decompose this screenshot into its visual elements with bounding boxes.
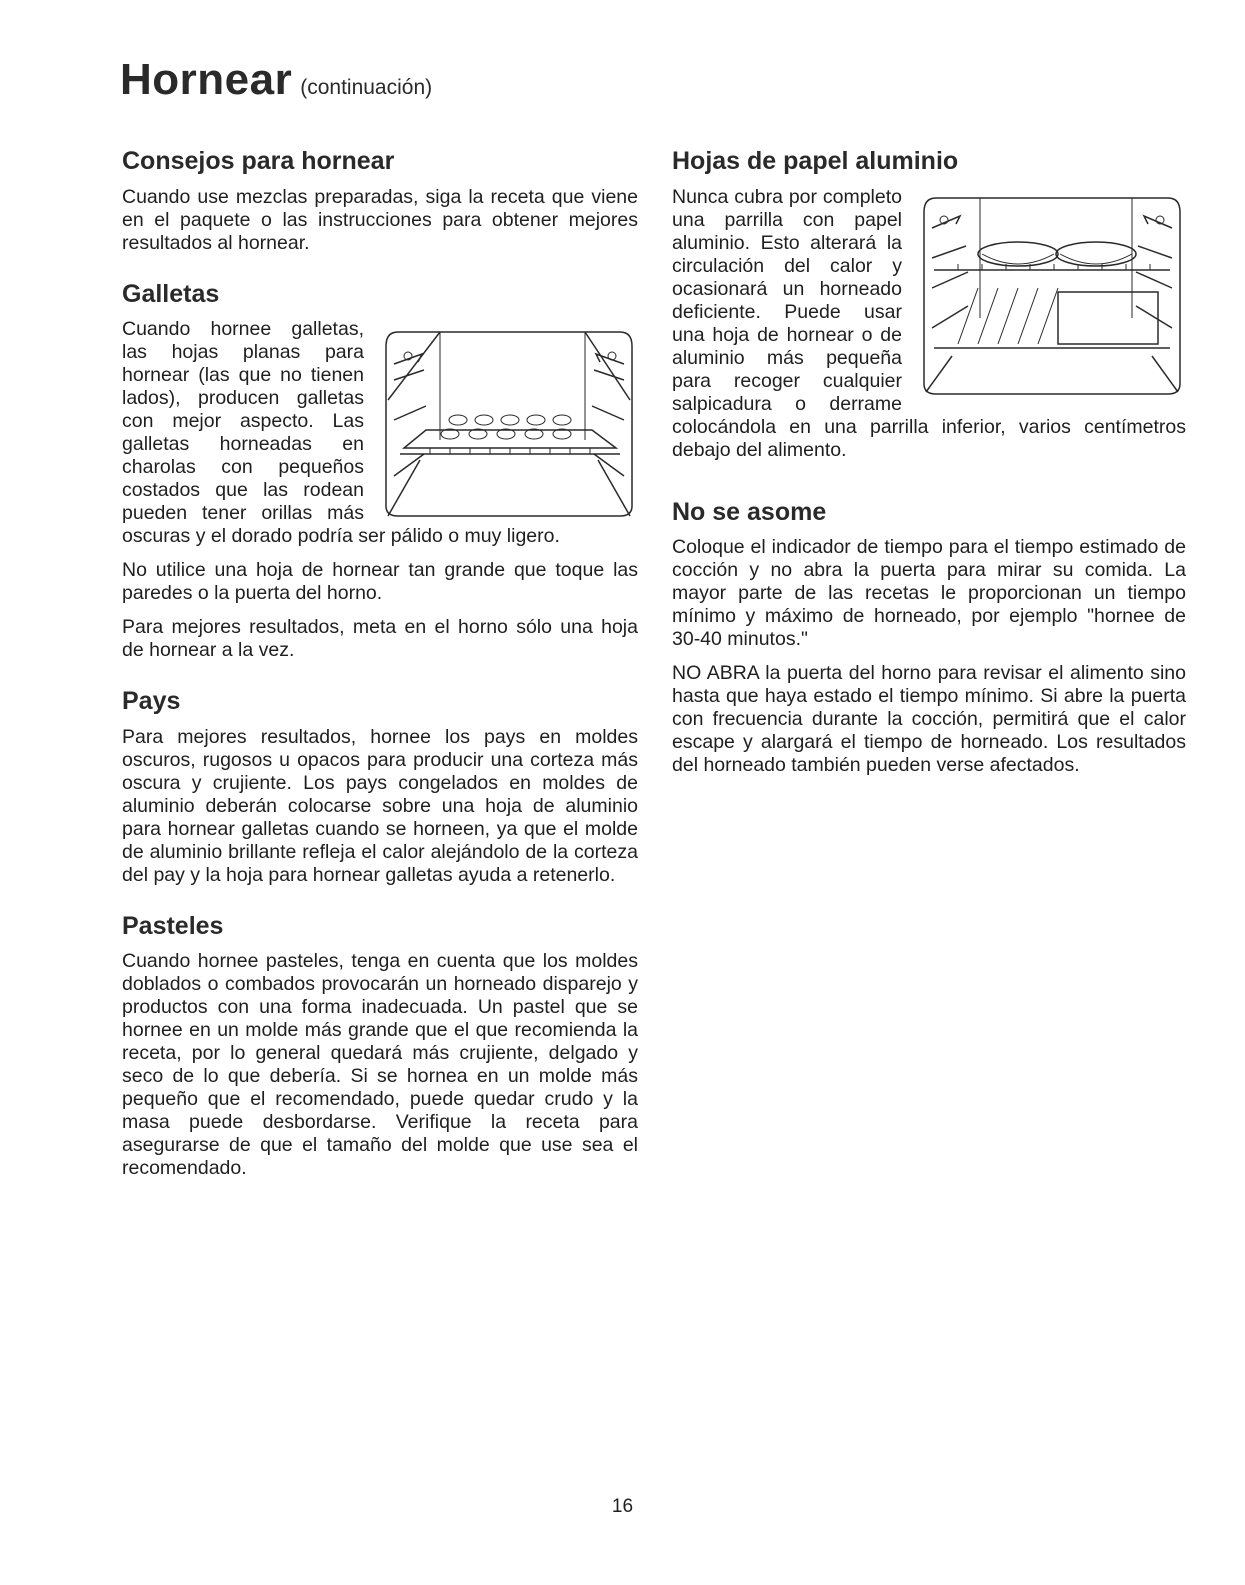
page-number: 16 <box>611 1496 634 1517</box>
section-pays <box>122 688 638 887</box>
heading-pays: Pays <box>122 687 181 715</box>
section-consejos <box>122 148 638 255</box>
pays-paragraph-1: Para mejores resultados, hornee los pays en moldes oscuros, rugosos u opacos para producir una corteza más oscura y crujiente. Los pays congelados en moldes de aluminio deberán colocarse sobre una hoja de aluminio para hornear galletas cuando se horneen, ya que el molde de aluminio brillante refleja el calor alejándolo de la corteza del pay y la hoja para hornear galletas ayuda a retenerlo. <box>122 725 638 886</box>
section-asome <box>672 499 1186 778</box>
galletas-paragraph-1: Cuando hornee galletas, las hojas planas para hornear (las que no tienen lados), producen galletas con mejor aspecto. Las galletas horneadas en charolas con pequeños costados que las rodean pueden tener orillas más oscuras y el dorado podría ser pálido o muy ligero. <box>122 318 560 547</box>
aluminio-paragraph-1: Nunca cubra por completo una parrilla con papel aluminio. Esto alterará la circulación del calor y ocasionará un horneado deficiente. Puede usar una hoja de hornear o de aluminio más pequeña para recoger cualquier salpicadura o derrame colocándola en una parrilla inferior, varios centímetros debajo del alimento. <box>672 185 1186 461</box>
oven-foil-illustration <box>918 188 1186 396</box>
consejos-paragraph-1: Cuando use mezclas preparadas, siga la receta que viene en el paquete o las instrucciones para obtener mejores resultados al hornear. <box>122 185 638 254</box>
page-title <box>120 55 433 104</box>
section-pasteles <box>122 913 638 1181</box>
title-subtitle: (continuación) <box>300 76 433 99</box>
right-column <box>672 148 1186 803</box>
galletas-paragraph-3: Para mejores resultados, meta en el horno sólo una hoja de hornear a la vez. <box>122 616 638 661</box>
oven-cookie-sheet-illustration <box>380 320 638 520</box>
heading-pasteles: Pasteles <box>122 911 224 940</box>
title-main: Hornear <box>120 55 293 104</box>
pasteles-paragraph-1: Cuando hornee pasteles, tenga en cuenta que los moldes doblados o combados provocarán un horneado disparejo y productos con una forma inadecuada. Un pastel que se hornee en un molde más grande que el que recomienda la receta, por lo general quedará más crujiente, delgado y seco de lo que debería. Si se hornea en un molde más pequeño que el recomendado, puede quedar crudo y la masa puede desbordarse. Verifique la receta para asegurarse de que el tamaño del molde que use sea el recomendado. <box>122 950 638 1179</box>
section-aluminio <box>672 148 1186 473</box>
heading-asome: No se asome <box>672 497 827 526</box>
asome-paragraph-2: NO ABRA la puerta del horno para revisar el alimento sino hasta que haya estado el tiempo mínimo. Si abre la puerta con frecuencia durante la cocción, permitirá que el calor escape y alargará el tiempo de horneado. Los resultados del horneado también pueden verse afectados. <box>672 662 1186 776</box>
heading-aluminio: Hojas de papel aluminio <box>672 147 959 175</box>
left-column <box>122 148 638 1206</box>
heading-galletas: Galletas <box>122 279 220 308</box>
asome-paragraph-1: Coloque el indicador de tiempo para el tiempo estimado de cocción y no abra la puerta para mirar su comida. La mayor parte de las recetas le proporcionan un tiempo mínimo y máximo de horneado, por ejemplo "hornee de 30-40 minutos." <box>672 536 1186 650</box>
heading-consejos: Consejos para hornear <box>122 147 395 175</box>
galletas-paragraph-2: No utilice una hoja de hornear tan grande que toque las paredes o la puerta del horno. <box>122 559 638 604</box>
section-galletas <box>122 281 638 663</box>
